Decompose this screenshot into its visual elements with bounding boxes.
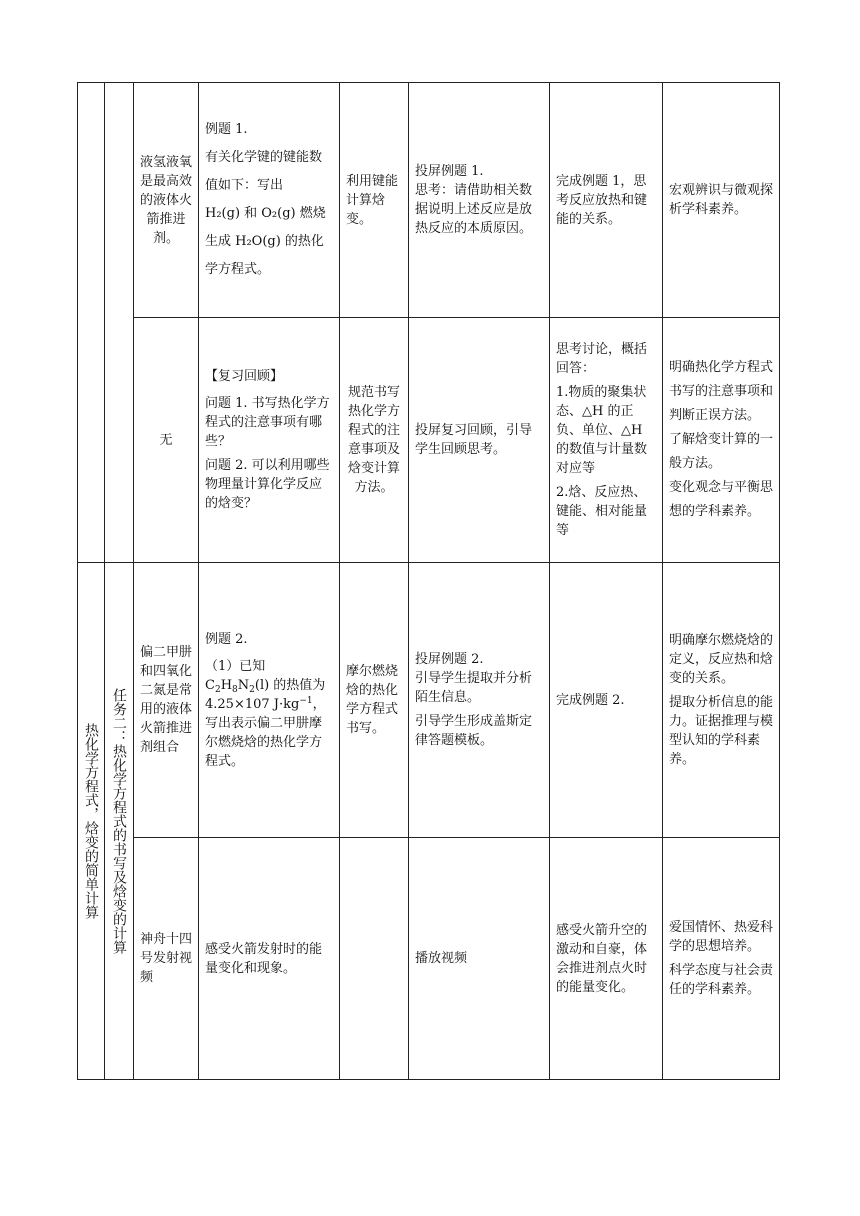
literacy-line: 变化观念与平衡思想的学科素养。 [669,480,774,519]
teacher-line: 投屏复习回顾，引导学生回顾思考。 [415,423,533,457]
problem-line: （1）已知 $C_2H_8N_2(l)$ 的热值为 4.25×107 $J\cdot kg^{-1}$，写出表示偏二甲肼摩尔燃烧焓的热化学方程式。 [205,658,326,769]
teacher-line: 思考：请借助相关数据说明上述反应是放热反应的本质原因。 [415,183,533,236]
student-cell [550,563,663,838]
context-text: 液氢液氧是最高效的液体火箭推进剂。 [140,154,193,246]
problem-line: 有关化学键的键能数值如下：写出 [205,150,323,193]
table-row [78,563,780,838]
task-title-cell [105,563,134,1080]
teacher-line: 投屏例题 1. [415,164,484,179]
student-text: 完成例题 1，思考反应放热和键能的关系。 [556,173,648,227]
section-title-cell [78,563,105,1080]
lesson-plan-table [77,82,780,1080]
goal-cell [340,563,409,838]
problem-line: 感受火箭发射时的能量变化和现象。 [205,941,323,976]
problem-cell [199,563,340,838]
table-row [78,83,780,318]
literacy-line: 宏观辨识与微观探析学科素养。 [669,183,774,217]
student-line: 思考讨论，概括回答： [556,342,648,376]
literacy-cell [663,563,780,838]
literacy-line: 科学态度与社会责任的学科素养。 [669,963,774,997]
student-cell [550,838,663,1080]
literacy-line: 了解焓变计算的一般方法。 [669,432,774,471]
problem-cell [199,83,340,318]
student-cell [550,318,663,563]
student-line: 1.物质的聚集状态、△H 的正负、单位、△H 的数值与计量数对应等 [556,385,648,476]
problem-line: H₂(g) 和 O₂(g) 燃烧生成 H₂O(g) 的热化学方程式。 [205,206,326,277]
problem-title: 例题 2. [205,631,248,647]
section-title: 热化学方程式，焓变的简单计算 [83,723,99,919]
goal-text: 规范书写热化学方程式的注意事项及焓变计算方法。 [347,385,400,495]
teacher-cell [409,318,550,563]
teacher-line: 投屏例题 2. [415,652,484,667]
problem-title: 例题 1. [205,122,248,137]
context-cell [134,83,199,318]
section-cell-empty [78,83,105,563]
goal-cell [340,838,409,1080]
literacy-cell [663,838,780,1080]
goal-text: 摩尔燃烧焓的热化学方程式书写。 [346,664,399,736]
goal-text: 利用键能计算焓变。 [346,173,399,227]
teacher-line: 引导学生形成盖斯定律答题模板。 [415,714,533,748]
task-cell-empty [105,83,134,563]
student-text: 完成例题 2. [556,692,625,708]
context-text: 无 [159,432,173,448]
context-text: 神舟十四号发射视频 [140,932,193,985]
teacher-line: 播放视频 [415,951,468,966]
problem-cell [199,318,340,563]
teacher-cell [409,83,550,318]
literacy-line: 明确摩尔燃烧焓的定义，反应热和焓变的关系。 [669,633,774,686]
context-cell [134,563,199,838]
context-cell [134,318,199,563]
goal-cell [340,318,409,563]
teacher-cell [409,838,550,1080]
teacher-cell [409,563,550,838]
student-text: 感受火箭升空的激动和自豪，体会推进剂点火时的能量变化。 [556,922,648,995]
goal-cell [340,83,409,318]
student-line: 2.焓、反应热、键能、相对能量等 [556,485,648,538]
literacy-cell [663,83,780,318]
context-text: 偏二甲肼和四氧化二氮是常用的液体火箭推进剂组合 [140,645,193,755]
task-title: 任务二：热化学方程式的书写及焓变的计算 [111,688,127,954]
literacy-line: 爱国情怀、热爱科学的思想培养。 [669,920,774,954]
problem-title: 【复习回顾】 [205,369,284,384]
literacy-line: 明确热化学方程式书写的注意事项和判断正误方法。 [669,360,774,423]
problem-cell [199,838,340,1080]
literacy-cell [663,318,780,563]
problem-line: 问题 2. 可以利用哪些物理量计算化学反应的焓变？ [205,458,330,511]
context-cell [134,838,199,1080]
literacy-line: 提取分析信息的能力。证据推理与模型认知的学科素养。 [669,695,774,767]
teacher-line: 引导学生提取并分析陌生信息。 [415,671,533,705]
table-row [78,838,780,1080]
table-row [78,318,780,563]
problem-line: 问题 1. 书写热化学方程式的注意事项有哪些？ [205,396,330,449]
student-cell [550,83,663,318]
